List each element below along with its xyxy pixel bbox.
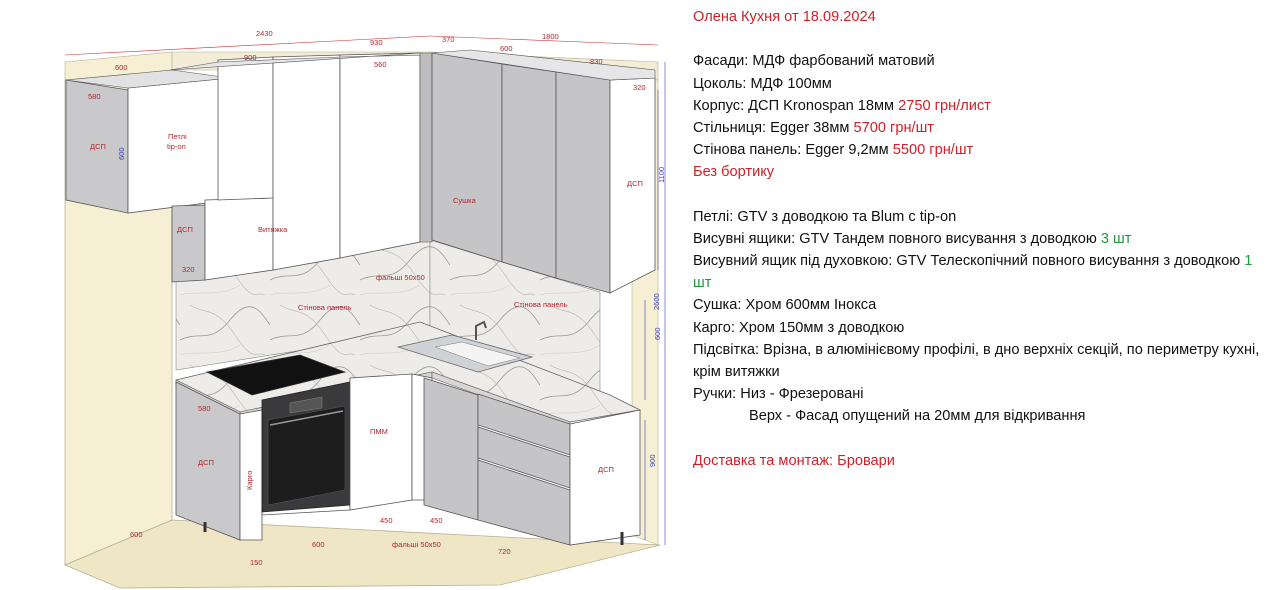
dim-upper-1100: 1100 — [657, 166, 666, 183]
spec-handles-bottom: Ручки: Низ - Фрезеровані — [693, 386, 864, 403]
spec-delivery: Доставка та монтаж: Бровари — [693, 452, 895, 469]
spec-drawers-qty: 3 шт — [1100, 230, 1132, 247]
spec-handles-top: Верх - Фасад опущений на 20мм для відкривання — [749, 408, 1086, 425]
spec-body-text: Корпус: ДСП Kronospan 18мм — [693, 97, 899, 114]
dim-top-600-right: 600 — [500, 44, 513, 53]
spec-title: Олена Кухня от 18.09.2024 — [693, 9, 876, 25]
spec-worktop-price: 5700 грн/шт — [853, 119, 934, 136]
spec-body-price: 2750 грн/лист — [898, 97, 991, 114]
spec-wallpanel — [693, 139, 1273, 161]
spec-no-edge: Без бортику — [693, 164, 775, 181]
spec-lighting: Підсвітка: Врізна, в алюмінієвому профілі, в дно верхніх секцій, по периметру кухні, крім витяжки — [693, 341, 1260, 381]
spec-oven-drawer-qty: 1 шт — [693, 253, 1253, 292]
spec-cargo: Карго: Хром 150мм з доводкою — [693, 319, 905, 336]
dim-top-600-left: 600 — [115, 63, 128, 72]
label-cargo: Карго — [245, 470, 254, 490]
label-dsp-mid-left: ДСП — [177, 225, 193, 234]
dim-top-370: 370 — [442, 35, 455, 44]
dim-upper-320-right: 320 — [633, 83, 646, 92]
dim-upper-560: 560 — [374, 60, 387, 69]
dim-height-2600: 2600 — [652, 293, 661, 310]
spec-wallpanel-price: 5500 грн/шт — [892, 142, 974, 159]
dim-top-830: 830 — [590, 57, 603, 66]
spec-worktop-text: Стільниця: Egger 38мм — [693, 119, 854, 136]
dim-total-left: 2430 — [256, 29, 273, 38]
spec-plinth: Цоколь: МДФ 100мм — [693, 75, 832, 92]
label-dryer: Сушка — [453, 196, 476, 205]
label-false-panel-top: фальші 50х50 — [376, 273, 425, 282]
spec-drawers — [693, 228, 1273, 250]
label-wall-panel-right: Стінова панель — [514, 300, 568, 309]
oven — [262, 382, 350, 512]
spec-worktop — [693, 117, 1273, 139]
dim-floor-450-a: 450 — [380, 516, 393, 525]
dim-floor-600: 600 — [312, 540, 325, 549]
dim-total-right: 1800 — [542, 32, 559, 41]
dim-top-900: 900 — [244, 53, 257, 62]
spec-hinges: Петлі: GTV з доводкою та Blum с tip-on — [693, 208, 957, 225]
spec-oven-drawer-text: Висувний ящик під духовкою: GTV Телескопічний повного висування з доводкою — [693, 253, 1245, 270]
label-hinges: Петлі — [168, 132, 187, 141]
spec-dryer: Сушка: Хром 600мм Інокса — [693, 297, 877, 314]
dim-floor-150: 150 — [250, 558, 263, 567]
spec-oven-drawer — [693, 250, 1273, 294]
label-dsp-base-right: ДСП — [598, 465, 614, 474]
spec-drawers-text: Висувні ящики: GTV Тандем повного висування з доводкою — [693, 230, 1101, 247]
spec-body — [693, 95, 1273, 117]
dim-base-580: 580 — [198, 404, 211, 413]
label-pmm: ПММ — [370, 427, 388, 436]
label-hood: Витяжка — [258, 225, 288, 234]
dim-top-930: 930 — [370, 38, 383, 47]
label-dsp-upper-right: ДСП — [627, 179, 643, 188]
spec-wallpanel-text: Стінова панель: Egger 9,2мм — [693, 142, 893, 159]
dim-floor-450-b: 450 — [430, 516, 443, 525]
label-false-panel-bottom: фальші 50х50 — [392, 540, 441, 549]
spec-facades: Фасади: МДФ фарбований матовий — [693, 53, 935, 70]
label-dsp-base-left: ДСП — [198, 458, 214, 467]
dim-dsp-320: 320 — [182, 265, 195, 274]
dim-floor-720: 720 — [498, 547, 511, 556]
dim-height-600: 600 — [653, 327, 662, 340]
dim-floor-600-left: 600 — [130, 530, 143, 539]
dim-base-900: 900 — [648, 454, 657, 467]
label-wall-panel-left: Стінова панель — [298, 303, 352, 312]
spec-panel — [693, 6, 1273, 472]
label-tipon: tip-on — [167, 142, 186, 151]
label-dsp-upper-left: ДСП — [90, 142, 106, 151]
dim-upper-580: 580 — [88, 92, 101, 101]
dim-upper-600-h: 600 — [117, 147, 126, 160]
